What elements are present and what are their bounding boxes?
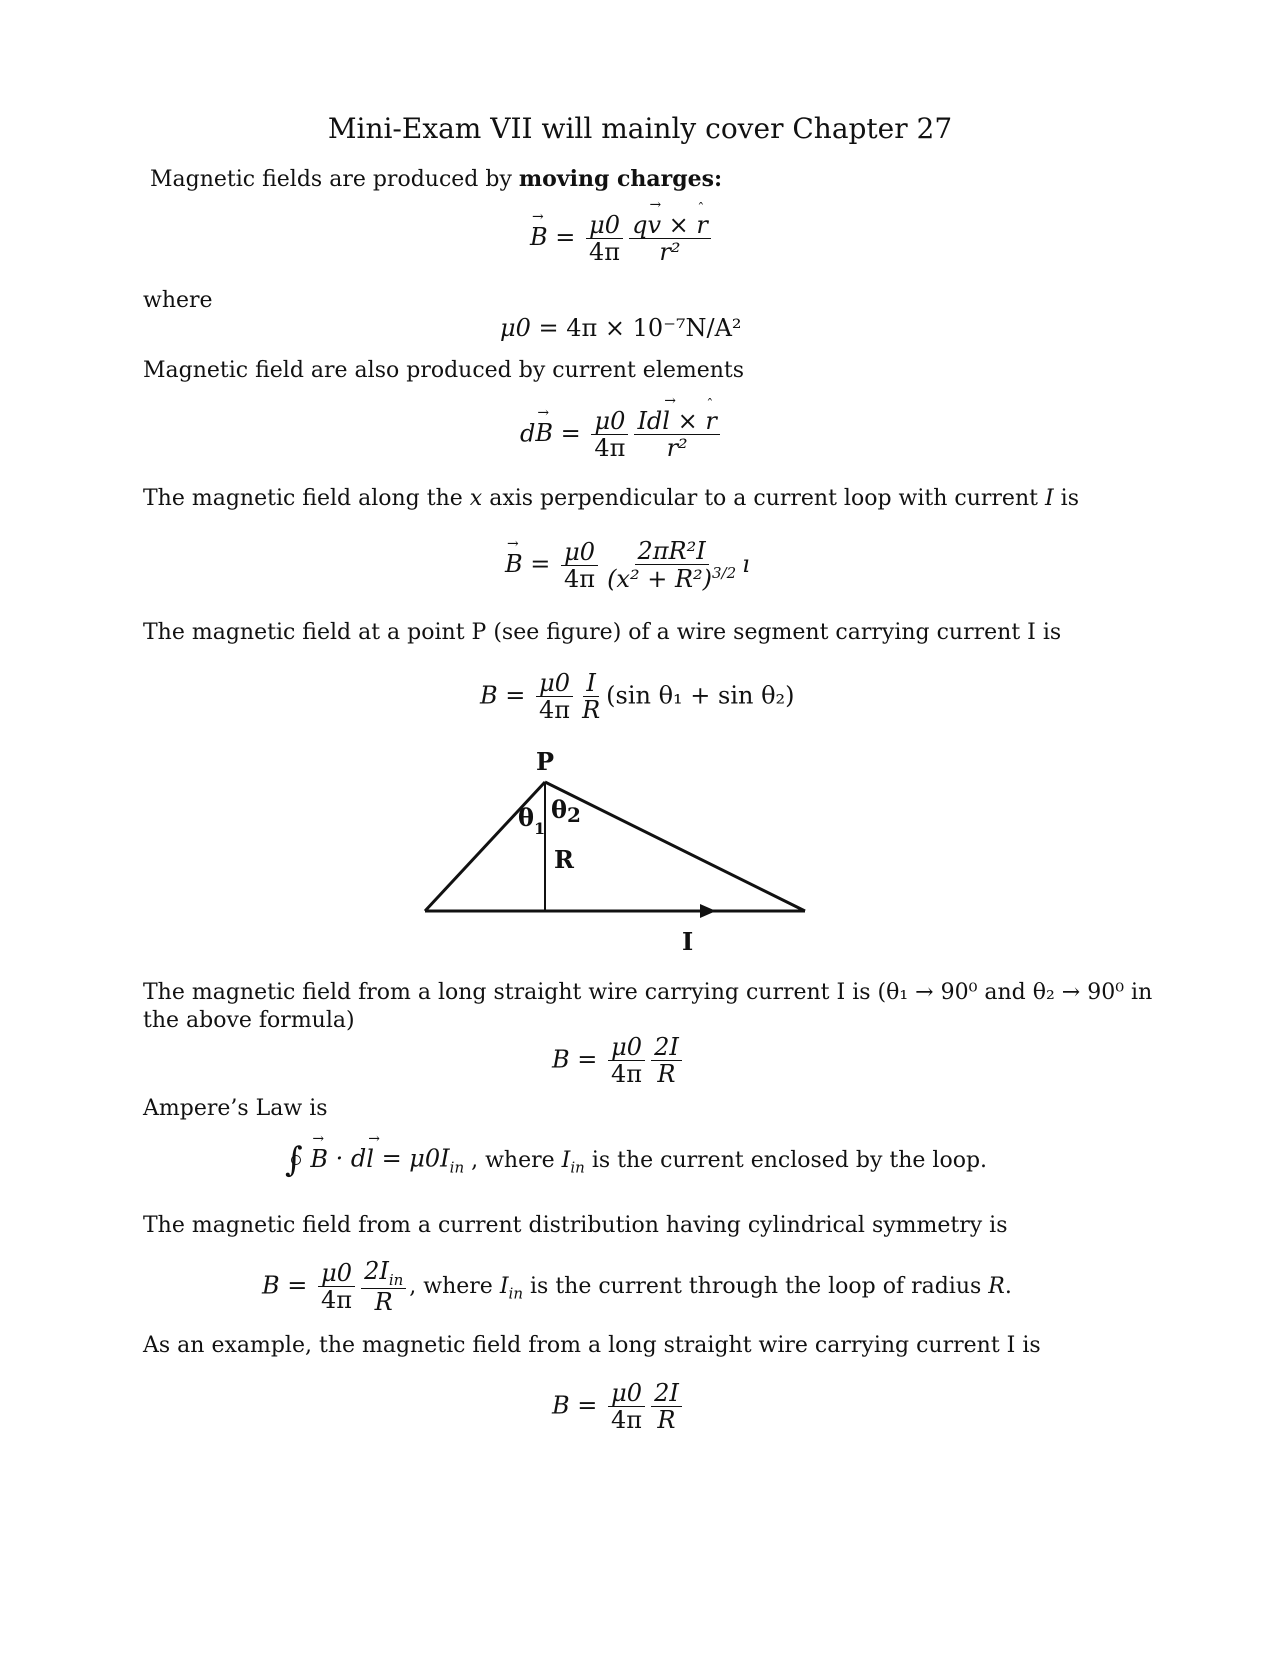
label-p: P <box>536 747 555 776</box>
equation-example-wire: B = $\frac{\mu 0}{4\pi}$ $\frac{2I}{R}$ <box>552 1380 685 1434</box>
current-elements-text: Magnetic field are also produced by current elements <box>143 358 745 383</box>
equation-mu0-value: μ0 = 4π × 10⁻⁷N/A² <box>500 314 742 342</box>
example-text: As an example, the magnetic field from a long straight wire carrying current I is <box>143 1333 1041 1358</box>
left-edge <box>425 782 545 911</box>
long-wire-text-line1: The magnetic field from a long straight wire carrying current I is (θ₁ → 90⁰ and θ₂ → 90⁰ in <box>143 980 1153 1005</box>
equation-biot-savart: d→ B = $\frac{\mu 0}{4\pi}$ $\frac{\text{Id→ l × ˆ r}}{\text{r²}}$ <box>520 408 723 462</box>
current-arrow <box>700 904 716 918</box>
equation-loop-field: → B = $\frac{\mu 0}{4\pi}$ $\frac{\text{2πR²I}}{(x^2 + R^2)^{3/2}}$ ı <box>505 538 750 593</box>
long-wire-text-line2: the above formula) <box>143 1008 355 1033</box>
wire-segment-figure <box>410 740 820 970</box>
intro-bold: moving charges: <box>518 166 723 192</box>
equation-wire-segment: B = $\frac{\mu 0}{4\pi}$ $\frac{I}{R}$ (sin θ₁ + sin θ₂) <box>480 669 795 725</box>
label-theta2: θ2 <box>551 795 581 827</box>
intro-text: Magnetic fields are produced by <box>150 167 519 192</box>
page-title: Mini-Exam VII will mainly cover Chapter 27 <box>327 112 953 145</box>
label-r: R <box>554 845 574 874</box>
wire-segment-text: The magnetic field at a point P (see figure) of a wire segment carrying current I is <box>143 620 1062 645</box>
equation-cylindrical: B = $\frac{\mu 0}{4\pi}$ $\frac{2I_{in}}{R}$ , where $I_{in}$ is the current through the loop of radius R. <box>262 1257 1012 1317</box>
intro-moving-charges <box>150 166 722 192</box>
equation-b-point-charge: → B = $\frac{\mu 0}{4\pi}$ $\frac{\text{q→ v × ˆ r}}{\text{r²}}$ <box>530 212 714 266</box>
label-i: I <box>682 927 694 956</box>
ampere-law-label: Ampere’s Law is <box>143 1096 328 1121</box>
where-label: where <box>143 288 213 313</box>
equation-long-wire: B = $\frac{\mu 0}{4\pi}$ $\frac{2I}{R}$ <box>552 1034 685 1088</box>
current-loop-text: The magnetic field along the x axis perpendicular to a current loop with current I is <box>143 486 1079 511</box>
equation-ampere-law: ∫ → $B \cdot d\to l = \mu 0I_{in}$ , where $I_{in}$ is the current enclosed by the loop. <box>285 1140 987 1180</box>
label-theta1: $\theta_1$ <box>518 803 546 838</box>
right-edge <box>545 782 805 911</box>
cylindrical-symmetry-text: The magnetic field from a current distribution having cylindrical symmetry is <box>143 1213 1008 1238</box>
